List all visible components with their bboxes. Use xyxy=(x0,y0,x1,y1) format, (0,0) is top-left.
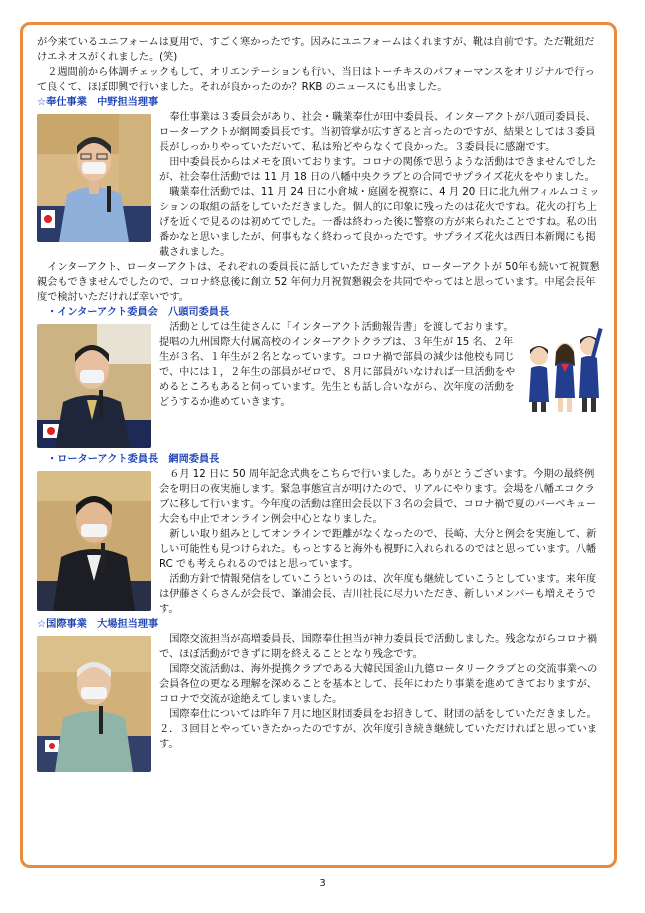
rotaract-paragraph-3: 活動方針で情報発信をしていこうというのは、次年度も継続していこうとしています。来年度は伊藤さくらさんが会長で、峯浦会長、吉川社長に尽力いただき、新しいメンバーも増えそうです。 xyxy=(159,574,597,615)
international-paragraph-1: 国際交流担当が高増委員長、国際奉仕担当が神力委員長で活動しました。残念ながらコロナ禍で、ほぼ活動ができずに期を終えることとなり残念です。 xyxy=(159,634,598,660)
rotaract-paragraph-1: ６月 12 日に 50 周年記念式典をこちらで行いました。ありがとうございます。今期の最終例会を明日の夜実施します。緊急事態宣言が明けたので、リアルにやります。会場を八幡エコクラブに移して行います。今年度の活動は窪田会長以下３名の会員で、コロナ禍で夏のバーベキュー大会も中止でオンライン例会中心となりました。 xyxy=(159,469,597,525)
service-paragraph-2: 田中委員長からはメモを頂いております。コロナの関係で思うような活動はできませんでしたが、社会奉仕活動では 11 月 18 日の八幡中央クラブとの合同でサプライズ花火をやりました。 xyxy=(159,157,597,183)
rotaract-paragraph-2: 新しい取り組みとしてオンラインで距離がなくなったので、長崎、大分と例会を実施して、新しい可能性も見つけられた。もっとすると海外も視野に入れられるのではと思っています。八幡 RC でも考えられるのではと思っています。 xyxy=(159,529,597,570)
service-paragraph-1: 奉仕事業は３委員会があり、社会・職業奉仕が田中委員長、インターアクトが八頭司委員長、ローターアクトが網岡委員長です。当初管掌が広すぎると言ったのですが、結果としては３委員長がしっかりやっていただいて、私は殆どやらなくて良かった。３委員長に感謝です。 xyxy=(159,112,596,153)
page-frame xyxy=(20,22,617,868)
international-paragraph-3: 国際奉仕については昨年７月に地区財団委員をお招きして、財団の話をしていただきました。２．３回目とやっていきたかったのですが、次年度引き続き継続していただければと思っています。 xyxy=(159,709,598,750)
page-number: 3 xyxy=(319,878,326,889)
section-heading-international: ☆国際事業 大場担当理事 xyxy=(37,619,159,630)
speaker-photo-nakano xyxy=(37,114,151,242)
section-heading-service: ☆奉仕事業 中野担当理事 xyxy=(37,97,159,108)
intro-paragraph-1: が今来ているユニフォームは夏用で、すごく寒かったです。因みにユニフォームはくれますが、靴は自前です。ただ靴紐だけエネオスがくれました。(笑) xyxy=(37,37,595,63)
intro-paragraph-2: ２週間前から体調チェックもして、オリエンテーションも行い、当日はトーチキスのパフォーマンスをオリジナルで行って良くて、ほぼ即興で行いました。それが良かったのか？RKB のニュースにも出ました。 xyxy=(37,67,595,93)
speaker-photo-amioka xyxy=(37,471,151,611)
section-heading-interact: ・インターアクト委員会 八頭司委員長 xyxy=(47,307,230,318)
students-illustration xyxy=(525,322,603,414)
page-content xyxy=(37,35,603,776)
speaker-photo-oba xyxy=(37,636,151,772)
service-paragraph-4: インターアクト、ローターアクトは、それぞれの委員長に話していただきますが、ローターアクトが 50年も続いて祝賀懇親会もできませんでしたので、コロナ終息後に創立 52 年何力月祝賀懇親会を共同でやってはと思っています。中尾会長年度で検討いただければ幸いです。 xyxy=(37,262,600,303)
speaker-photo-yatogi xyxy=(37,324,151,448)
international-paragraph-2: 国際交流活動は、海外提携クラブである大韓民国釜山九德ロータリークラブとの交流事業への会員各位の更なる理解を深めることを基本として、長年にわたり事業を進めてきておりますが、コロナで交流が途絶えてしまいました。 xyxy=(159,664,598,705)
section-heading-rotaract: ・ローターアクト委員長 網岡委員長 xyxy=(47,454,220,465)
service-paragraph-3: 職業奉仕活動では、11 月 24 日に小倉城・庭園を視察に、4 月 20 日に北九州フィルムコミッションの取組の話をしていただきました。個人的に印象に残ったのは花火ですね。花火の打ち上げを近くで見るのは初めてでした。一番は終わった後に警察の方が来られたことですね。私の出番かなと思いましたが、何事もなく終わって良かったです。サプライズ花火は西日本新聞にも掲載されました。 xyxy=(159,187,600,258)
interact-paragraph-1: 活動としては生徒さんに「インターアクト活動報告書」を渡しております。提唱の九州国際大付属高校のインターアクトクラブは、３年生が 15 名、２年生が３名、１年生が２名となっています。コロナ禍で部員の減少は他校も同じで、中には１，２年生の部員がゼロで、８月に部員がいなければ一旦活動をやめるところもあると伺っています。先生とも話し合いながら、次年度の活動をどうするか進めていきます。 xyxy=(159,322,516,408)
